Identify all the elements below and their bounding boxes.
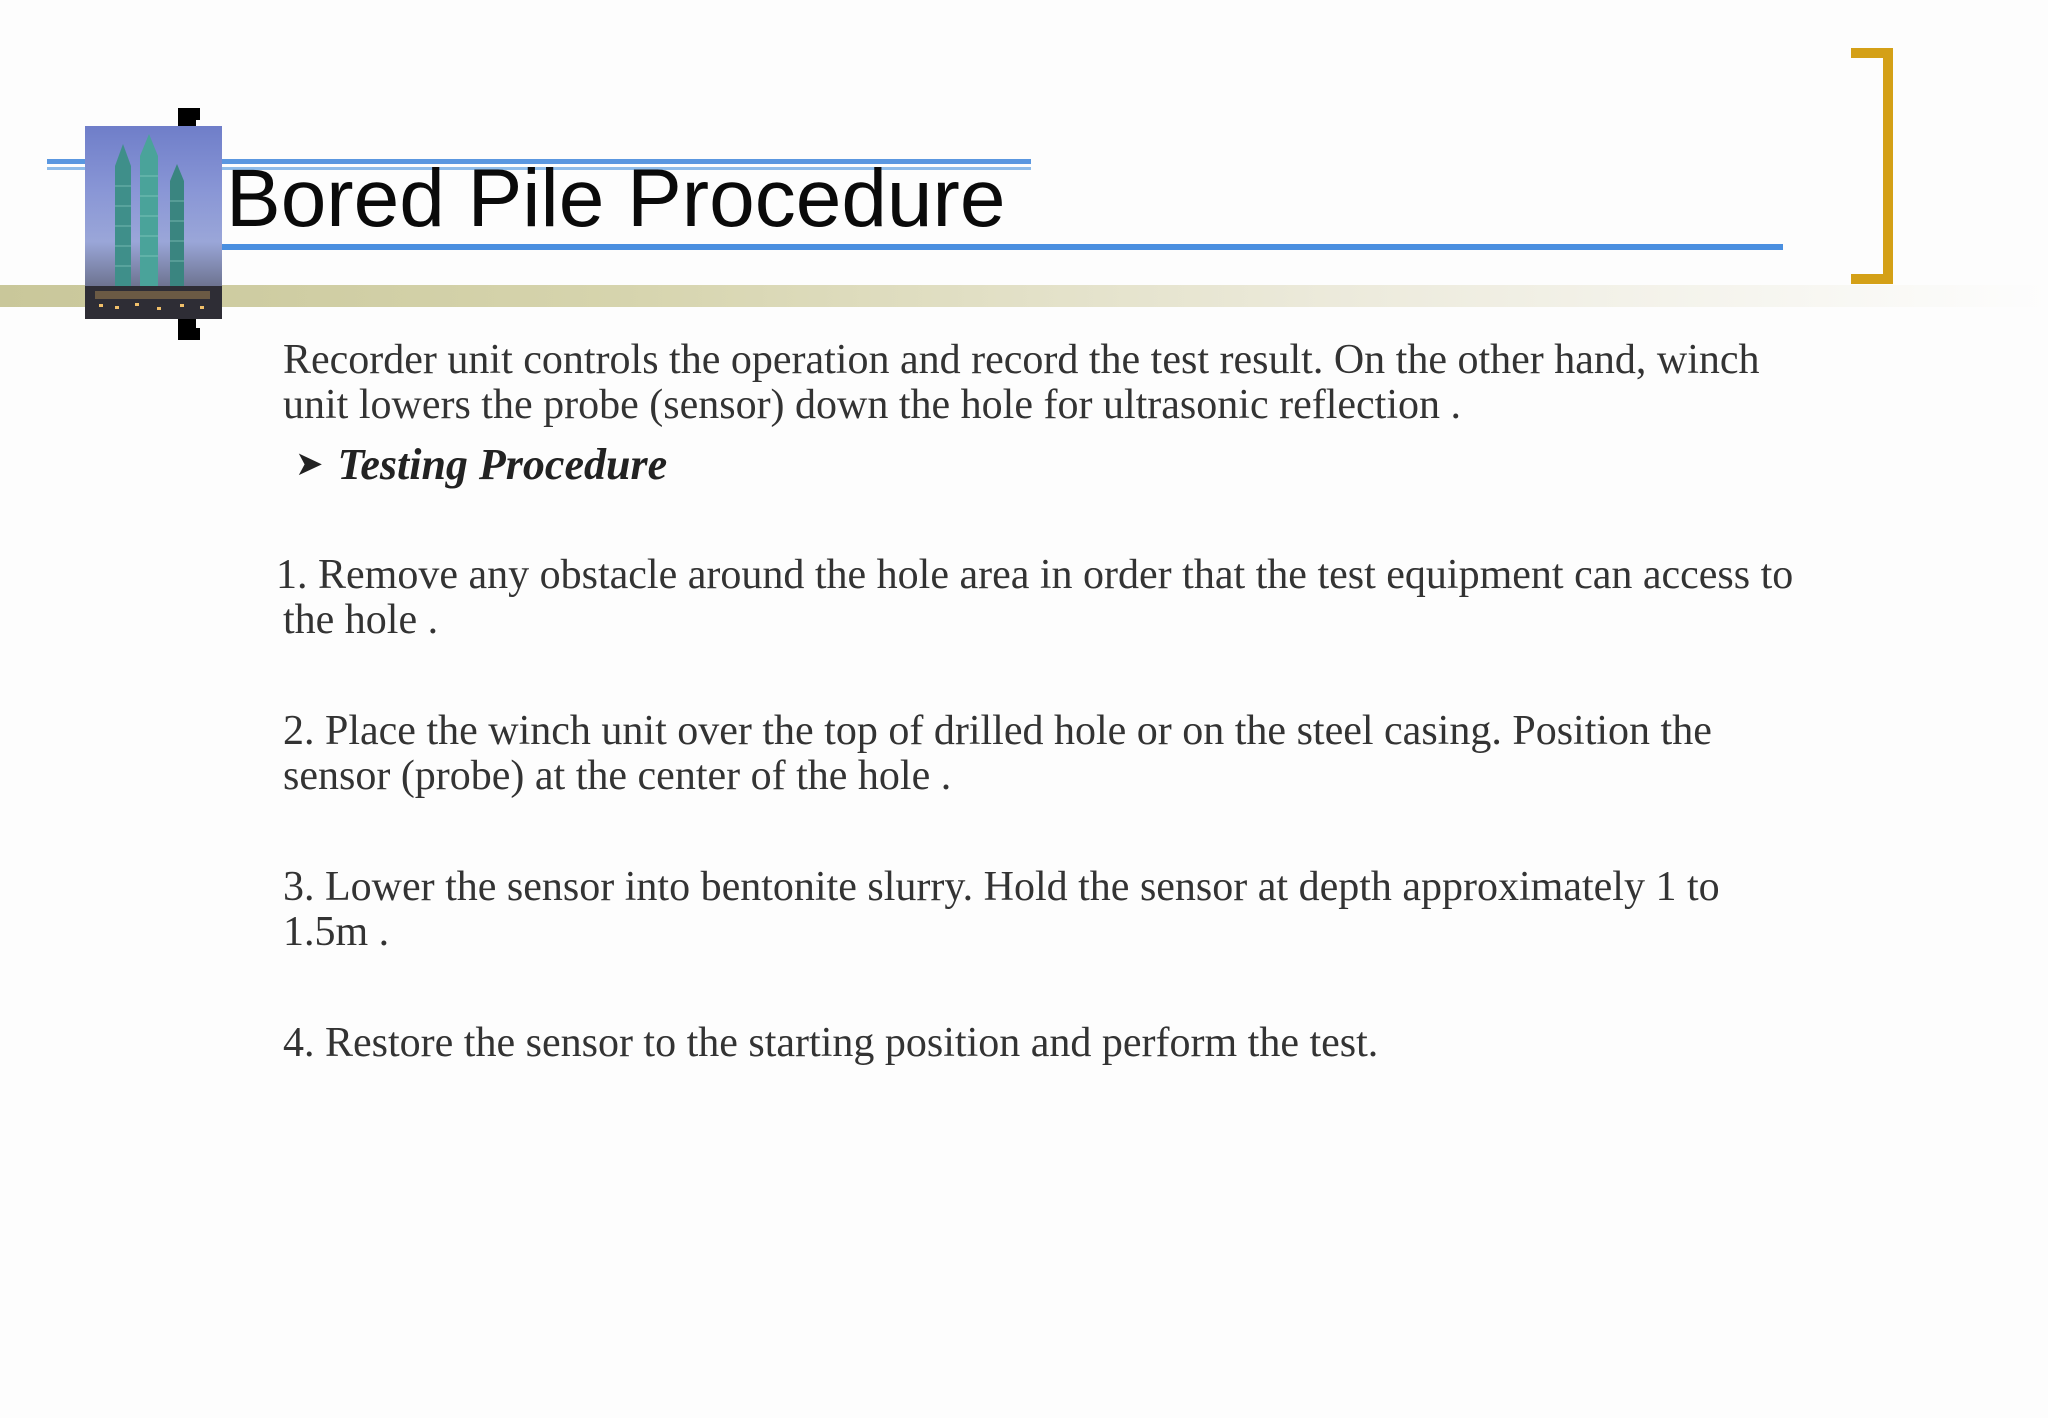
intro-paragraph: Recorder unit controls the operation and record the test result. On the other hand, winch unit lowers the probe (sensor) down the hole for ultrasonic reflection . xyxy=(283,337,1760,428)
right-bracket-decoration xyxy=(1851,48,1893,284)
procedure-step-3: 3. Lower the sensor into bentonite slurry. Hold the sensor at depth approximately 1 to 1.5m . xyxy=(283,864,1720,955)
arrow-bullet-icon: ➤ xyxy=(295,444,324,484)
skyscraper-photo xyxy=(85,126,222,319)
procedure-step-4: 4. Restore the sensor to the starting position and perform the test. xyxy=(283,1020,1379,1066)
title-underline-rule xyxy=(220,244,1783,250)
header-gradient-band xyxy=(0,285,2048,307)
slide-body xyxy=(276,337,1803,1066)
page-title: Bored Pile Procedure xyxy=(226,153,1006,244)
procedure-step-2: 2. Place the winch unit over the top of drilled hole or on the steel casing. Position the sensor (probe) at the center of the hole . xyxy=(283,708,1712,799)
subheading xyxy=(295,438,1803,491)
procedure-step-1: 1. Remove any obstacle around the hole area in order that the test equipment can access to the hole . xyxy=(276,552,1794,643)
subheading-label: Testing Procedure xyxy=(337,440,668,489)
